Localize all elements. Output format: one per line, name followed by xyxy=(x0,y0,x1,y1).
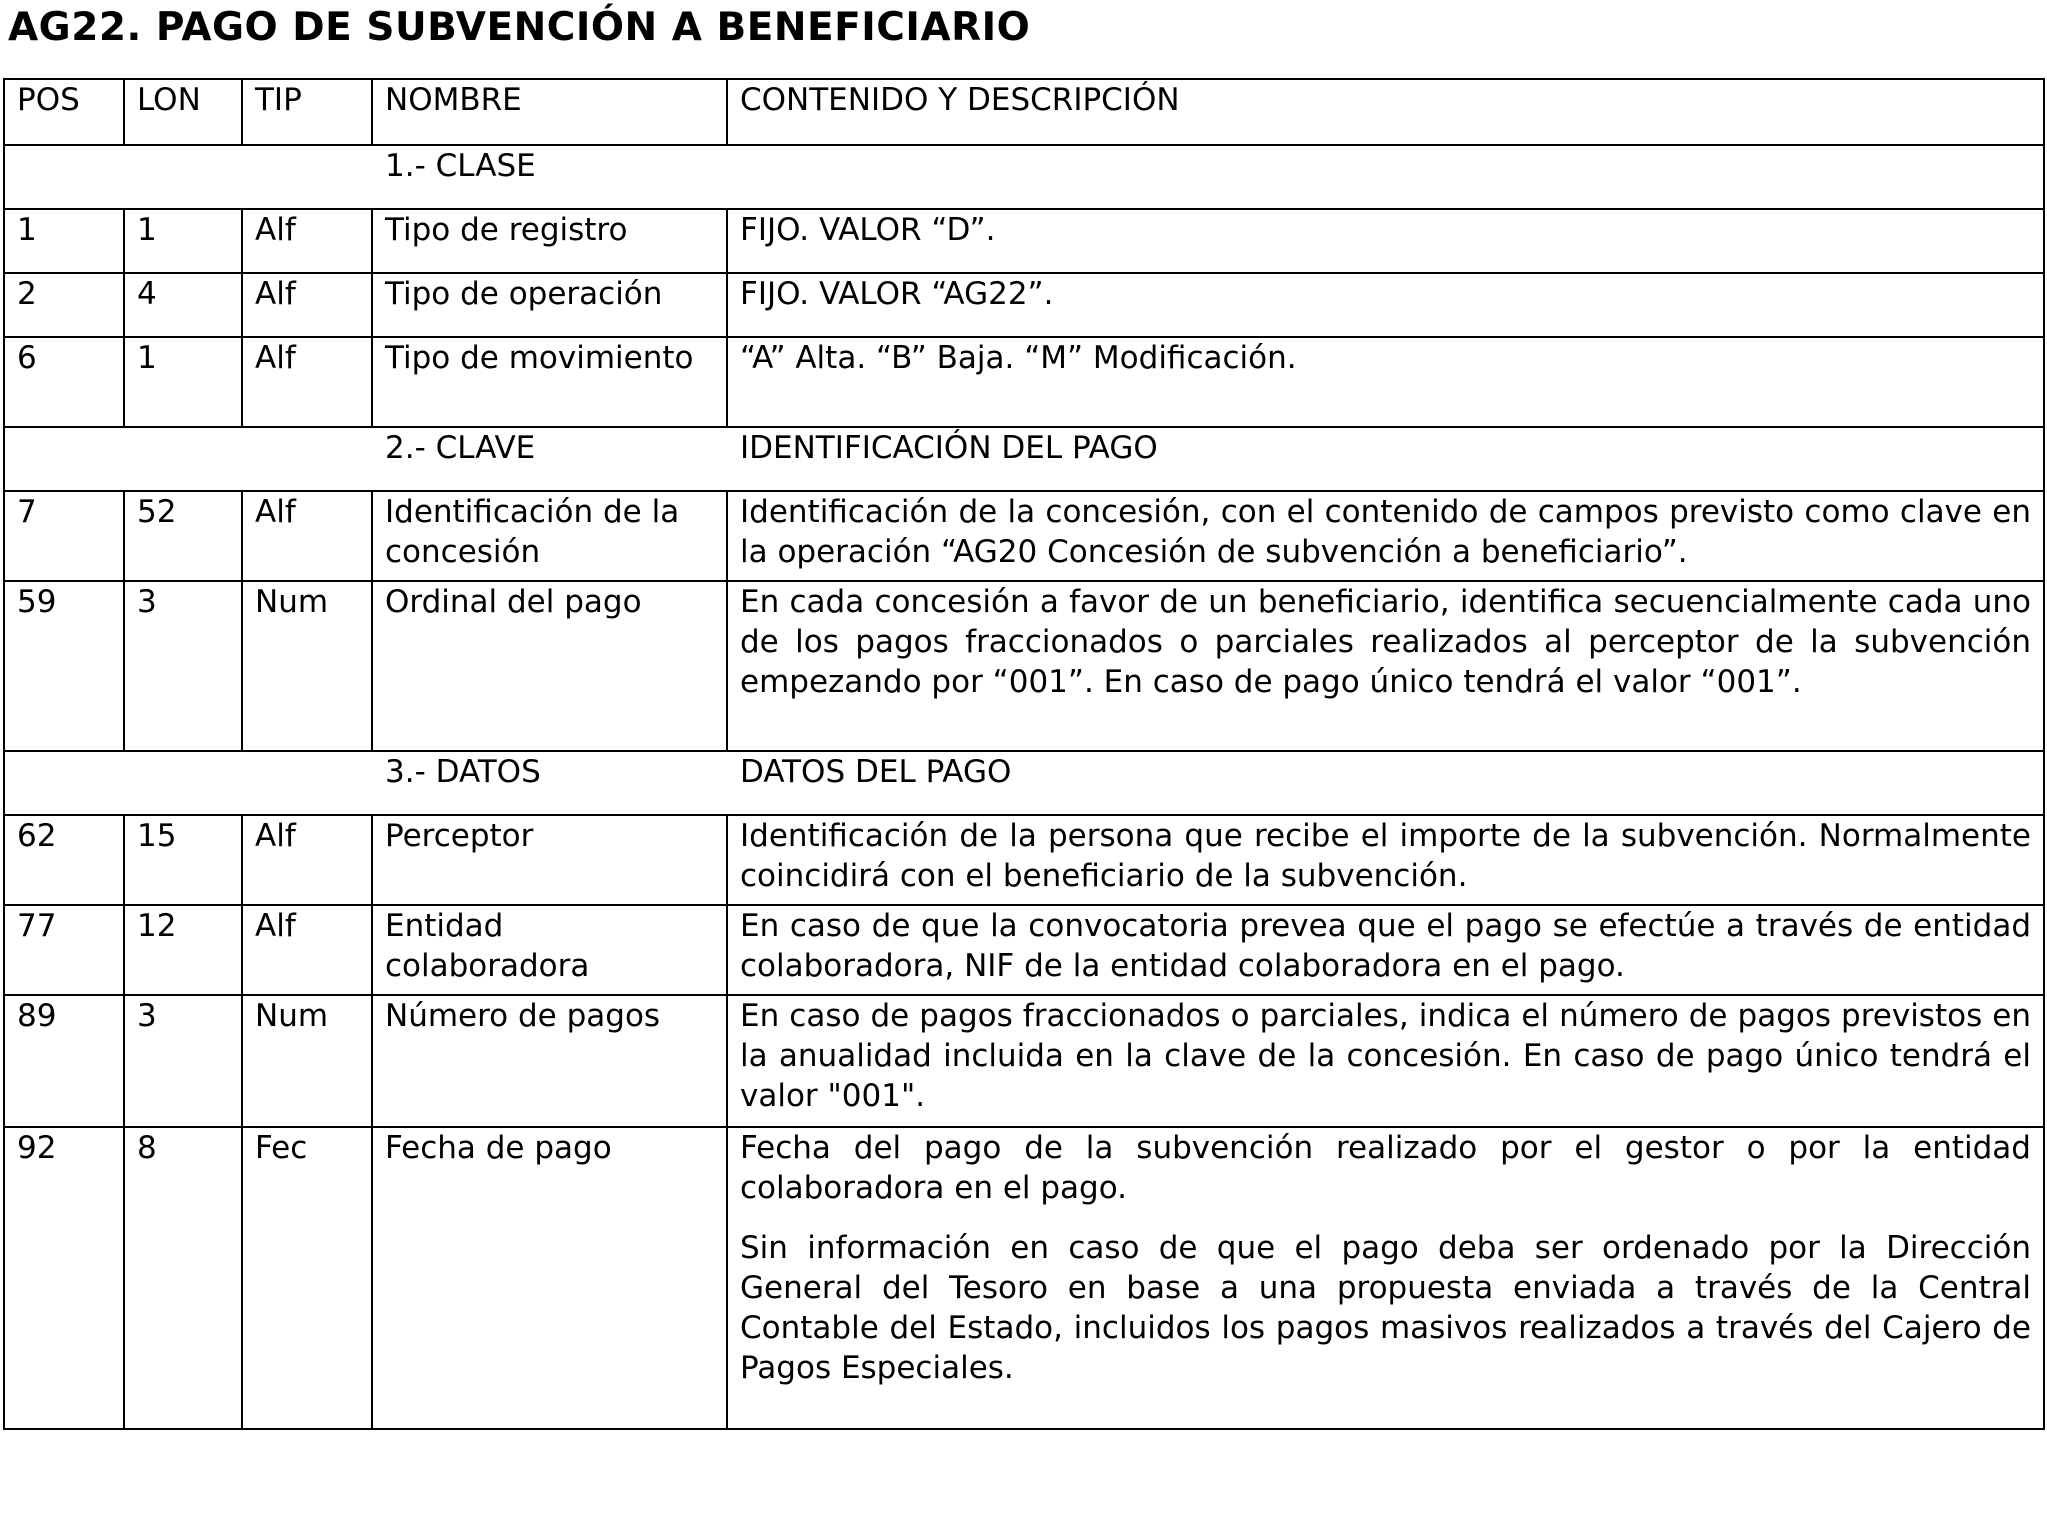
cell-descripcion: En caso de que la convocatoria prevea que el pago se efectúe a través de entidad colaboradora, NIF de la entidad colaboradora en el pago. xyxy=(727,905,2044,995)
cell-nombre: Tipo de registro xyxy=(372,209,727,273)
cell-tip: Alf xyxy=(242,273,372,337)
header-pos: POS xyxy=(4,79,124,145)
table-row xyxy=(4,491,2044,581)
table-row xyxy=(4,581,2044,751)
cell-pos: 1 xyxy=(4,209,124,273)
cell-pos: 77 xyxy=(4,905,124,995)
section-blank xyxy=(4,427,372,491)
cell-lon: 3 xyxy=(124,995,242,1127)
table-row xyxy=(4,337,2044,427)
cell-descripcion: Identificación de la concesión, con el contenido de campos previsto como clave en la operación “AG20 Concesión de subvención a beneficiario”. xyxy=(727,491,2044,581)
cell-pos: 59 xyxy=(4,581,124,751)
section-label: 1.- CLASE xyxy=(372,145,727,209)
section-description: IDENTIFICACIÓN DEL PAGO xyxy=(727,427,2044,491)
header-tip: TIP xyxy=(242,79,372,145)
cell-tip: Alf xyxy=(242,491,372,581)
cell-descripcion: FIJO. VALOR “D”. xyxy=(727,209,2044,273)
cell-tip: Num xyxy=(242,995,372,1127)
cell-pos: 89 xyxy=(4,995,124,1127)
cell-tip: Alf xyxy=(242,815,372,905)
cell-descripcion: FIJO. VALOR “AG22”. xyxy=(727,273,2044,337)
cell-tip: Alf xyxy=(242,209,372,273)
cell-descripcion: “A” Alta. “B” Baja. “M” Modificación. xyxy=(727,337,2044,427)
table-header-row xyxy=(4,79,2044,145)
section-blank xyxy=(4,145,372,209)
description-paragraph: Fecha del pago de la subvención realizado por el gestor o por la entidad colaboradora en el pago. xyxy=(740,1130,2031,1206)
cell-lon: 8 xyxy=(124,1127,242,1429)
cell-nombre: Tipo de movimiento xyxy=(372,337,727,427)
table-row xyxy=(4,815,2044,905)
cell-descripcion: En cada concesión a favor de un beneficiario, identifica secuencialmente cada uno de los pagos fraccionados o parciales realizados al perceptor de la subvención empezando por “001”. En caso de pago único tendrá el valor “001”. xyxy=(727,581,2044,751)
cell-pos: 2 xyxy=(4,273,124,337)
header-contenido: CONTENIDO Y DESCRIPCIÓN xyxy=(727,79,2044,145)
cell-pos: 7 xyxy=(4,491,124,581)
cell-descripcion: Identificación de la persona que recibe el importe de la subvención. Normalmente coincidirá con el beneficiario de la subvención. xyxy=(727,815,2044,905)
cell-tip: Fec xyxy=(242,1127,372,1429)
cell-nombre: Tipo de operación xyxy=(372,273,727,337)
page-title: AG22. PAGO DE SUBVENCIÓN A BENEFICIARIO xyxy=(8,5,1031,50)
cell-lon: 12 xyxy=(124,905,242,995)
record-layout-table xyxy=(3,78,2045,1430)
cell-nombre: Número de pagos xyxy=(372,995,727,1127)
section-row-datos xyxy=(4,751,2044,815)
header-lon: LON xyxy=(124,79,242,145)
table-row xyxy=(4,1127,2044,1429)
section-label: 3.- DATOS xyxy=(372,751,727,815)
cell-nombre: Entidad colaboradora xyxy=(372,905,727,995)
section-row-clase xyxy=(4,145,2044,209)
cell-nombre: Identificación de la concesión xyxy=(372,491,727,581)
section-row-clave xyxy=(4,427,2044,491)
cell-pos: 92 xyxy=(4,1127,124,1429)
table-row xyxy=(4,905,2044,995)
cell-nombre: Ordinal del pago xyxy=(372,581,727,751)
table-row xyxy=(4,273,2044,337)
section-description: DATOS DEL PAGO xyxy=(727,751,2044,815)
description-paragraph: Sin información en caso de que el pago deba ser ordenado por la Dirección General del Tesoro en base a una propuesta enviada a través de la Central Contable del Estado, incluidos los pagos masivos realizados a través del Cajero de Pagos Especiales. xyxy=(740,1230,2031,1386)
section-label: 2.- CLAVE xyxy=(372,427,727,491)
cell-tip: Alf xyxy=(242,337,372,427)
table-row xyxy=(4,995,2044,1127)
cell-lon: 4 xyxy=(124,273,242,337)
cell-descripcion xyxy=(727,1127,2044,1429)
cell-nombre: Perceptor xyxy=(372,815,727,905)
cell-tip: Alf xyxy=(242,905,372,995)
section-blank xyxy=(4,751,372,815)
cell-lon: 1 xyxy=(124,337,242,427)
cell-pos: 6 xyxy=(4,337,124,427)
section-description xyxy=(727,145,2044,209)
cell-lon: 3 xyxy=(124,581,242,751)
cell-nombre: Fecha de pago xyxy=(372,1127,727,1429)
table-row xyxy=(4,209,2044,273)
cell-lon: 52 xyxy=(124,491,242,581)
cell-tip: Num xyxy=(242,581,372,751)
cell-lon: 1 xyxy=(124,209,242,273)
header-nombre: NOMBRE xyxy=(372,79,727,145)
cell-lon: 15 xyxy=(124,815,242,905)
cell-pos: 62 xyxy=(4,815,124,905)
cell-descripcion: En caso de pagos fraccionados o parciales, indica el número de pagos previstos en la anualidad incluida en la clave de la concesión. En caso de pago único tendrá el valor "001". xyxy=(727,995,2044,1127)
